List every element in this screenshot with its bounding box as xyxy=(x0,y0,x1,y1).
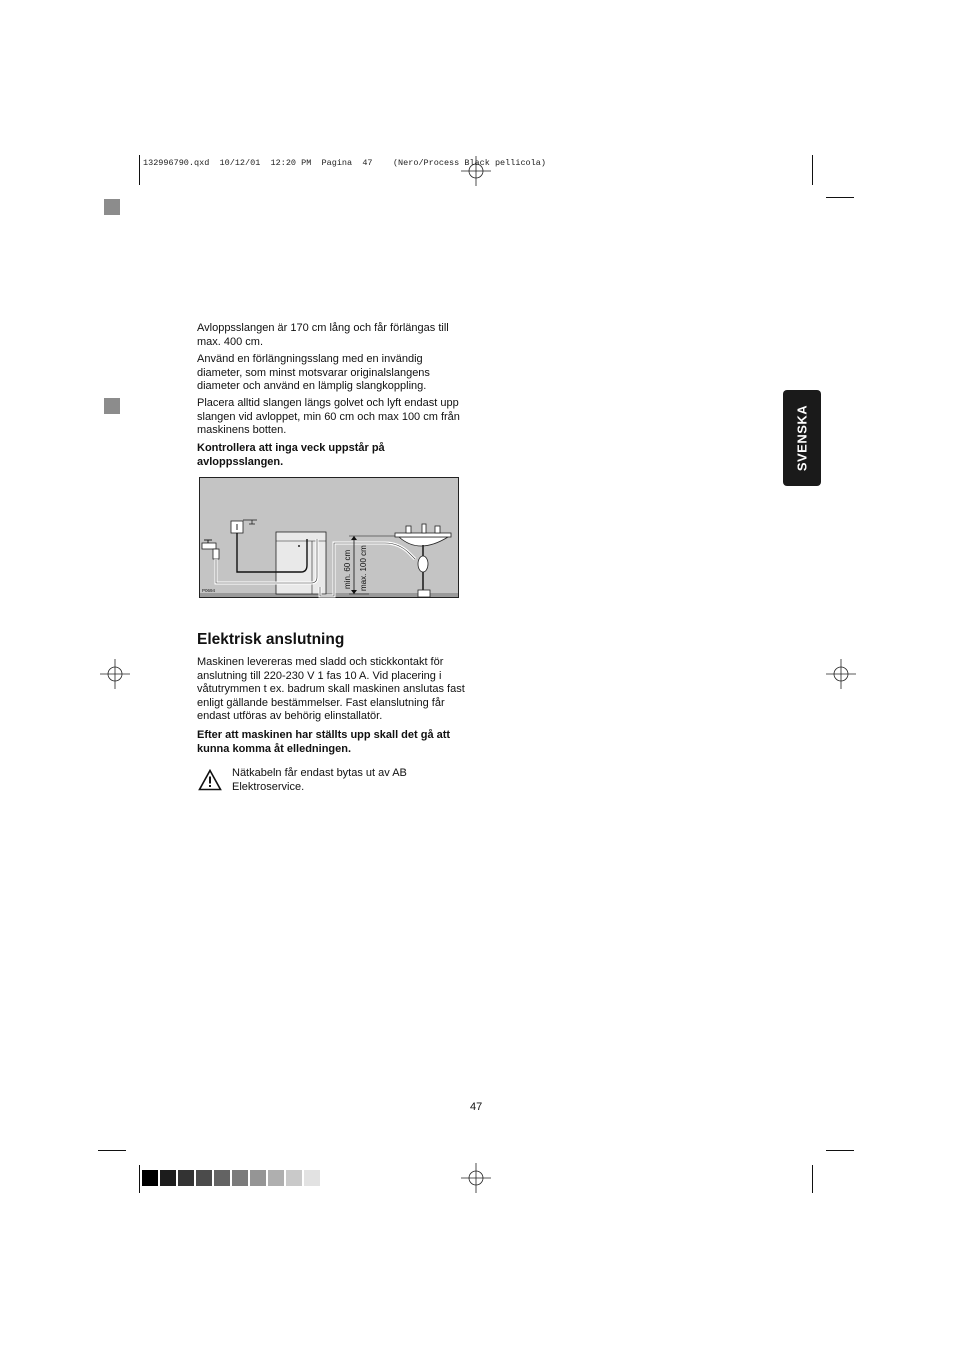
color-swatch xyxy=(268,1170,284,1186)
max-height-label: max. 100 cm xyxy=(359,545,368,591)
language-tab-label: SVENSKA xyxy=(794,404,810,472)
registration-mark xyxy=(461,1163,491,1193)
warning-text: Kontrollera att inga veck uppstår på avloppsslangen. xyxy=(197,442,385,468)
crop-mark xyxy=(98,1150,126,1151)
section-heading: Elektrisk anslutning xyxy=(197,631,345,648)
color-swatch xyxy=(160,1170,176,1186)
paragraph: Placera alltid slangen längs golvet och lyft endast upp slangen vid avloppet, min 60 cm och max 100 cm från maskinens botten. xyxy=(197,397,460,437)
paragraph: Maskinen levereras med sladd och stickkontakt för anslutning till 220-230 V 1 fas 10 A. Vid placering i våtutrymmen t ex. badrum skall maskinen anslutas fast enligt gällande bestämmelser. Fast elanslutning får endast utföras av behörig elinstallatör. xyxy=(197,656,465,723)
illustration-code: P0694 xyxy=(202,588,216,593)
print-slug: 132996790.qxd 10/12/01 12:20 PM Pagina 47 (Nero/Process Black pellicola) xyxy=(143,158,546,168)
registration-mark xyxy=(100,659,130,689)
crop-mark xyxy=(826,197,854,198)
drain-hose-illustration xyxy=(199,477,459,598)
crop-mark xyxy=(139,155,140,185)
paragraph: Avloppsslangen är 170 cm lång och får förlängas till max. 400 cm. xyxy=(197,322,449,348)
color-swatch xyxy=(250,1170,266,1186)
color-swatch xyxy=(196,1170,212,1186)
bold-instruction: Efter att maskinen har ställts upp skall det gå att kunna komma åt elledningen. xyxy=(197,729,451,755)
caution-text: Nätkabeln får endast bytas ut av AB Elektroservice. xyxy=(232,767,407,793)
min-height-label: min. 60 cm xyxy=(343,549,352,589)
page-number: 47 xyxy=(470,1101,483,1113)
color-swatch xyxy=(304,1170,320,1186)
color-swatch xyxy=(286,1170,302,1186)
language-tab xyxy=(783,390,821,486)
crop-mark xyxy=(812,1165,813,1193)
registration-mark xyxy=(461,156,491,186)
color-swatch xyxy=(142,1170,158,1186)
warning-triangle-icon xyxy=(198,769,222,791)
registration-mark xyxy=(826,659,856,689)
paragraph: Använd en förlängningsslang med en invändig diameter, som minst motsvarar originalslangens diameter och använd en lämplig slangkoppling. xyxy=(197,353,430,393)
color-swatch xyxy=(232,1170,248,1186)
color-swatch xyxy=(214,1170,230,1186)
crop-mark xyxy=(826,1150,854,1151)
crop-mark xyxy=(812,155,813,185)
crop-mark xyxy=(139,1165,140,1193)
section-marker xyxy=(104,398,120,414)
color-swatch xyxy=(178,1170,194,1186)
section-marker xyxy=(104,199,120,215)
